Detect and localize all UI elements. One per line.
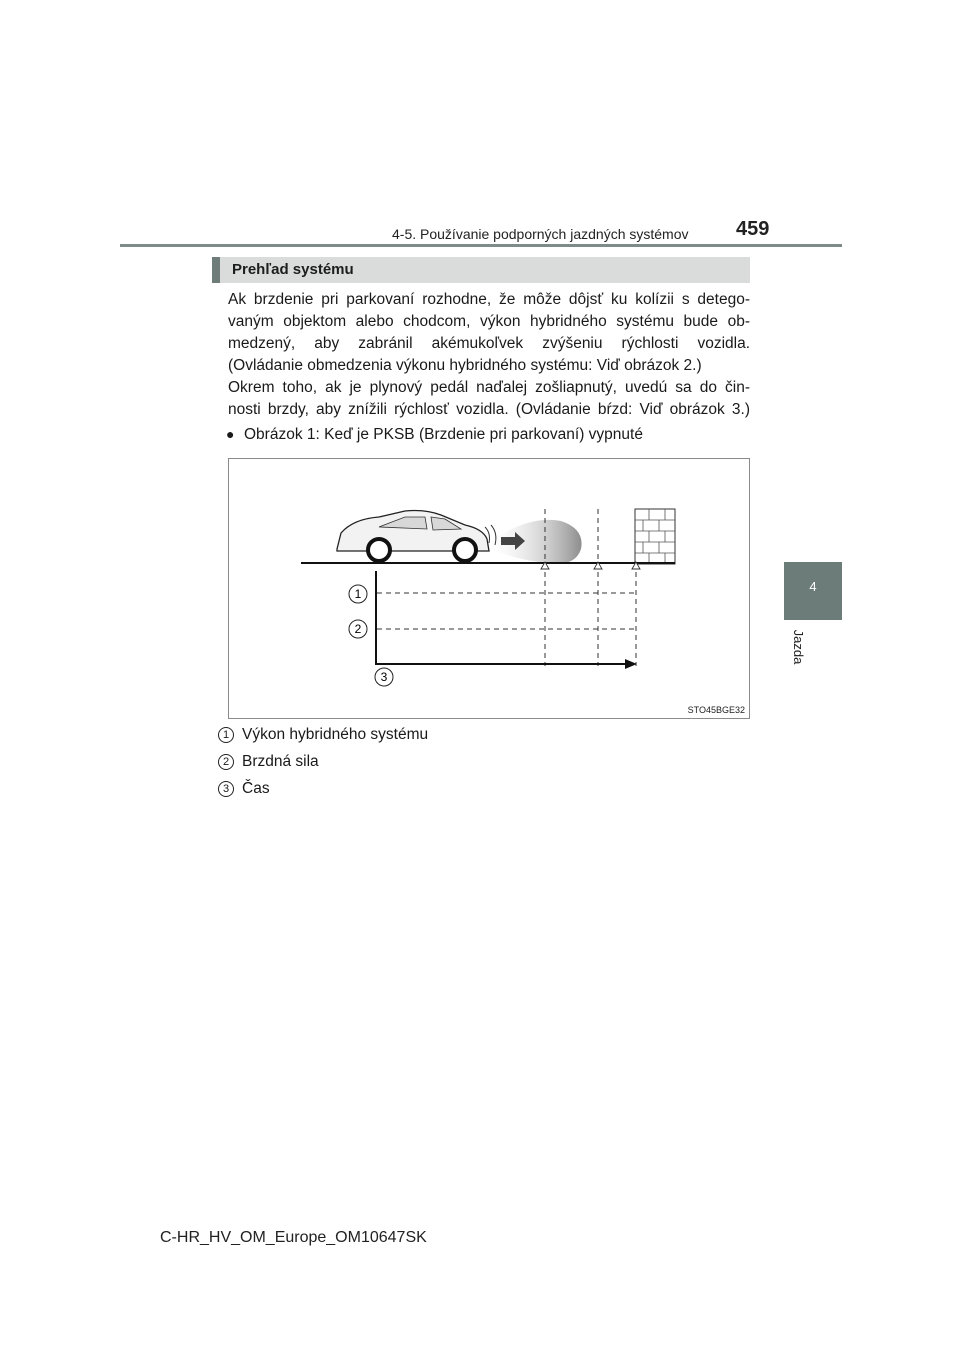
figure-code: STO45BGE32: [687, 705, 745, 715]
legend-number-3: 3: [218, 781, 234, 797]
page-number: 459: [736, 218, 770, 240]
callout-3: 3: [380, 670, 388, 684]
callout-2: 2: [354, 622, 362, 636]
body-line-6: nosti brzdy, aby znížili rýchlosť vozidla. (Ovládanie bŕzd: Viď obrázok 3.): [228, 401, 750, 418]
figure-caption-bullet: [226, 423, 750, 445]
legend-number-2: 2: [218, 754, 234, 770]
section-title: Prehľad systému: [232, 261, 354, 278]
chapter-label: Jazda: [791, 629, 806, 665]
legend-text-2: Brzdná sila: [242, 753, 319, 770]
body-line-5: Okrem toho, ak je plynový pedál naďalej zošliapnutý, uvedú sa do čin-: [228, 379, 750, 396]
callout-1: 1: [354, 587, 362, 601]
legend-text-1: Výkon hybridného systému: [242, 726, 429, 743]
bullet-dot-icon: ●: [226, 426, 235, 442]
header-rule: [120, 244, 842, 247]
car-icon: [337, 511, 496, 562]
figure-caption: Obrázok 1: Keď je PKSB (Brzdenie pri parkovaní) vypnuté: [244, 426, 643, 443]
body-line-3: medzený, aby zabránil akémukoľvek zvýšeniu rýchlosti vozidla.: [228, 335, 750, 352]
body-line-2: vaným objektom alebo chodcom, výkon hybridného systému bude ob-: [228, 313, 750, 330]
legend-number-1: 1: [218, 727, 234, 743]
legend-item-2: [218, 751, 618, 773]
running-header-title: 4-5. Používanie podporných jazdných systémov: [392, 226, 689, 242]
legend-item-3: [218, 778, 618, 800]
legend-text-3: Čas: [242, 780, 270, 797]
body-line-4: (Ovládanie obmedzenia výkonu hybridného systému: Viď obrázok 2.): [228, 357, 702, 374]
figure-diagram: [228, 458, 750, 719]
section-header: [212, 257, 750, 283]
time-axis-arrowhead: [625, 659, 637, 669]
legend-item-1: [218, 724, 618, 746]
chapter-tab: [784, 562, 842, 620]
chapter-number: 4: [809, 579, 817, 594]
diagram-svg: [229, 459, 751, 720]
body-line-1: Ak brzdenie pri parkovaní rozhodne, že môže dôjsť ku kolízii s detego-: [228, 291, 750, 308]
footer-document-id: C-HR_HV_OM_Europe_OM10647SK: [160, 1229, 427, 1246]
brick-wall-icon: [635, 509, 675, 564]
